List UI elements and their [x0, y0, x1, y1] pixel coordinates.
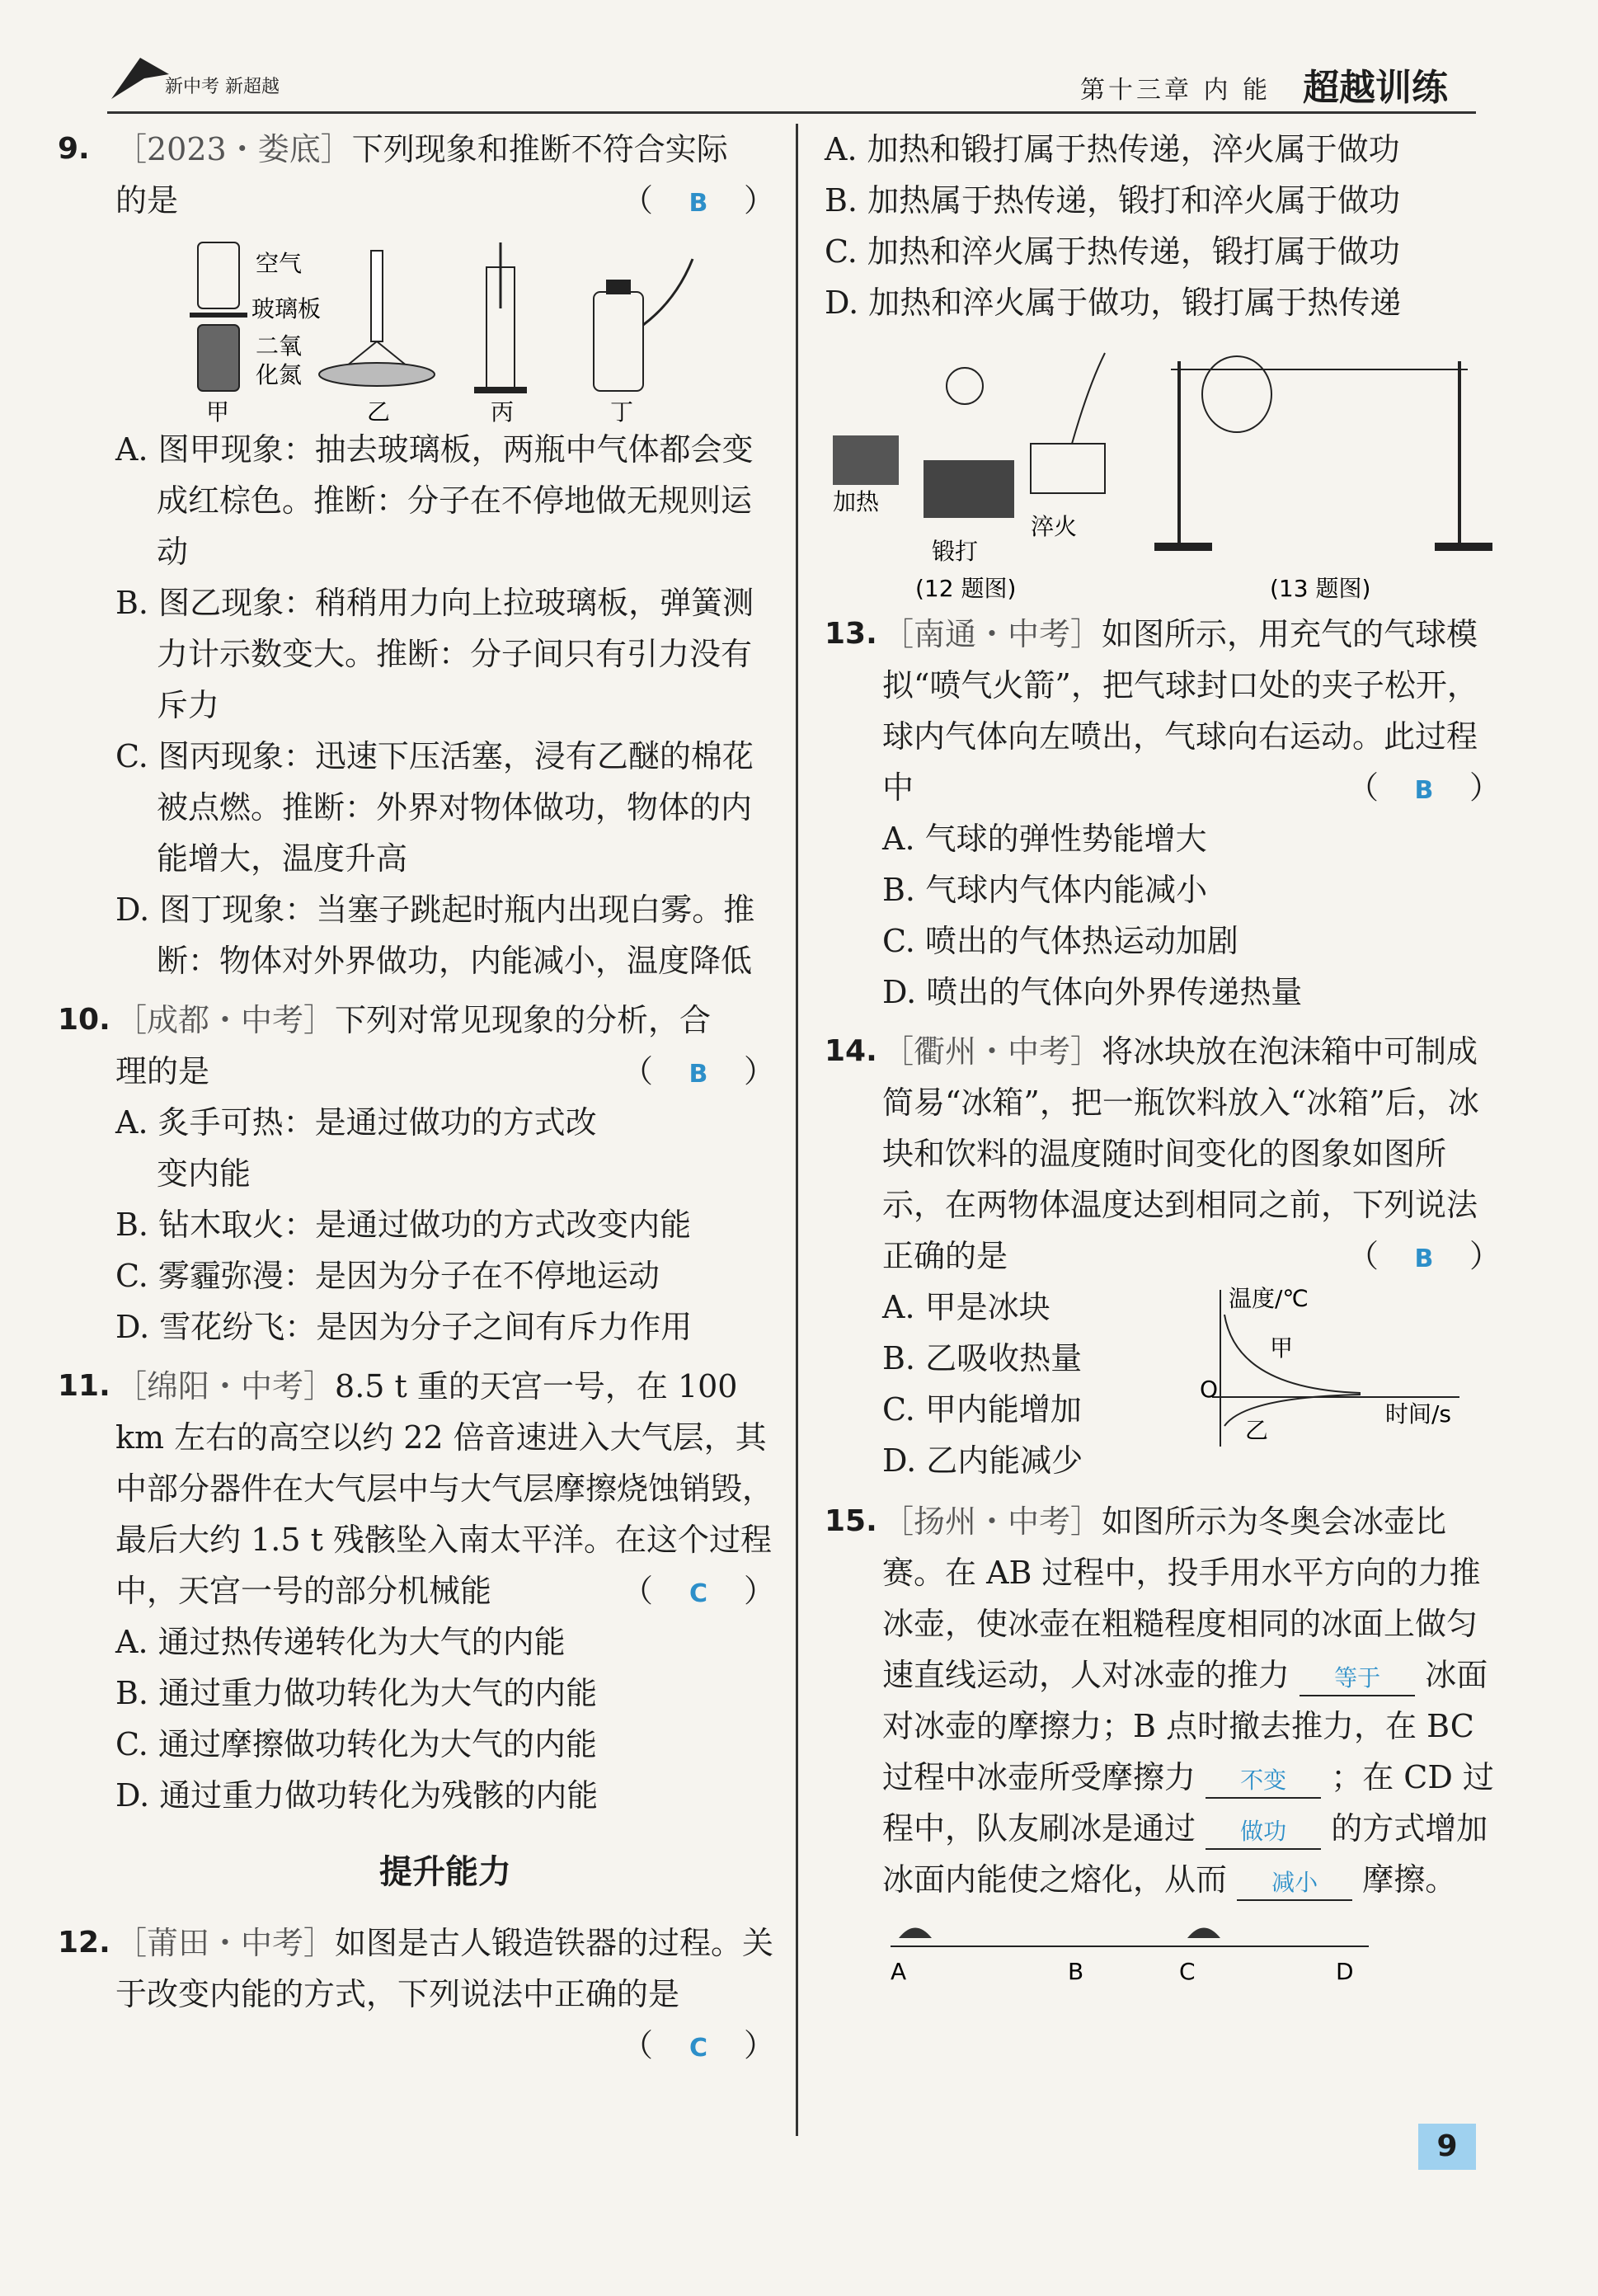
question-13 [825, 609, 1501, 1018]
figures-12-13 [825, 336, 1501, 609]
answer-box: （ C ） [621, 2027, 775, 2063]
blank-3: 做功 [1206, 1815, 1321, 1850]
option-b: B. 加热属于热传递，锻打和淬火属于做功 [825, 182, 1401, 219]
question-12 [58, 1917, 775, 2063]
option-a: A. 加热和锻打属于热传递，淬火属于做功 [825, 131, 1400, 167]
question-9 [58, 124, 775, 986]
blank-4: 减小 [1237, 1866, 1352, 1901]
answer: B [689, 189, 708, 218]
answer-box: （ B ） [621, 182, 775, 219]
option-d: D. 雪花纷飞：是因为分子之间有斥力作用 [115, 1309, 693, 1345]
option-d: D. 加热和淬火属于做功，锻打属于热传递 [825, 285, 1402, 321]
question-number: 13. [825, 617, 877, 651]
option-b: B. 图乙现象：稍稍用力向上拉玻璃板，弹簧测力计示数变大。推断：分子间只有引力没有斥力 [115, 585, 754, 723]
blank-1: 等于 [1300, 1662, 1415, 1696]
question-11 [58, 1361, 775, 1821]
answer: C [689, 2034, 707, 2063]
graph-curve-jia: 甲 [1270, 1334, 1294, 1362]
stem-part-5: 摩擦。 [1362, 1861, 1457, 1898]
question-number: 9. [58, 132, 90, 166]
stem-part-4: 的方式增加冰面内能使之熔化，从而 [882, 1810, 1488, 1898]
question-number: 15. [825, 1504, 877, 1538]
curling-figure [882, 1913, 1377, 1988]
fig-label-no2-1: 二氧 [256, 332, 303, 360]
question-number: 11. [58, 1369, 110, 1403]
question-number: 12. [58, 1926, 110, 1960]
fig-label-jia: 甲 [206, 398, 230, 424]
option-b: B. 乙吸收热量 [882, 1340, 1083, 1376]
point-a: A [891, 1958, 907, 1985]
option-d: D. 乙内能减少 [882, 1442, 1083, 1479]
blank-2: 不变 [1206, 1764, 1321, 1799]
question-source: ［2023・娄底］ [115, 131, 352, 167]
answer-box: （ B ） [621, 1053, 775, 1089]
option-c: C. 通过摩擦做功转化为大气的内能 [115, 1726, 597, 1762]
series-title: 超越训练 [1303, 67, 1448, 109]
question-source: ［成都・中考］ [115, 1002, 336, 1038]
figure-9 [148, 234, 775, 424]
question-number: 14. [825, 1034, 877, 1068]
fig-label-ding: 丁 [610, 398, 634, 424]
fig13-caption: (13 题图) [1270, 575, 1371, 602]
answer-box: （ B ） [1347, 1238, 1501, 1274]
answer: B [689, 1060, 708, 1089]
option-c: C. 雾霾弥漫：是因为分子在不停地运动 [115, 1258, 660, 1294]
answer: B [1414, 1244, 1434, 1273]
option-a: A. 通过热传递转化为大气的内能 [115, 1624, 566, 1660]
chapter-title: 第十三章 内 能 [1080, 76, 1271, 105]
right-column [825, 124, 1501, 1988]
question-stem: 将冰块放在泡沫箱中可制成简易“冰箱”，把一瓶饮料放入“冰箱”后，冰块和饮料的温度随时间变化的图象如图所示，在两物体温度达到相同之前，下列说法正确的是 [882, 1033, 1479, 1274]
fig-label-bing: 丙 [491, 398, 515, 424]
question-14 [825, 1026, 1501, 1488]
brand-logo-icon [107, 49, 173, 107]
option-c: C. 喷出的气体热运动加剧 [882, 923, 1238, 959]
answer: C [689, 1579, 707, 1608]
question-12-options [825, 124, 1501, 328]
option-d: D. 喷出的气体向外界传递热量 [882, 974, 1303, 1010]
option-b: B. 钻木取火：是通过做功的方式改变内能 [115, 1207, 692, 1243]
fig-label-air: 空气 [256, 250, 303, 277]
graph-origin: O [1200, 1376, 1219, 1403]
section-title: 提升能力 [379, 1853, 511, 1891]
fig-label-glass: 玻璃板 [251, 295, 322, 322]
question-source: ［莆田・中考］ [115, 1925, 336, 1961]
graph-ylabel: 温度/℃ [1229, 1285, 1309, 1312]
answer: B [1414, 776, 1434, 805]
question-stem: 如图是古人锻造铁器的过程。关于改变内能的方式，下列说法中正确的是 [115, 1925, 774, 2012]
fig-label-no2-2: 化氮 [256, 361, 303, 388]
question-stem: 如图所示，用充气的气球模拟“喷气火箭”，把气球封口处的夹子松开，球内气体向左喷出，气球向右运动。此过程中 [882, 616, 1478, 806]
answer-box: （ C ） [621, 1573, 775, 1609]
question-15 [825, 1496, 1501, 1988]
question-source: ［南通・中考］ [882, 616, 1102, 652]
point-c: C [1179, 1958, 1196, 1985]
page-header [107, 49, 1476, 124]
point-b: B [1068, 1958, 1084, 1985]
stem-part-1: 如图所示为冬奥会冰壶比赛。在 AB 过程中，投手用水平方向的力推冰壶，使冰壶在粗糙程度相同的冰面上做匀速直线运动，人对冰壶的推力 [882, 1503, 1481, 1693]
page-number: 9 [1418, 2124, 1476, 2170]
option-a: A. 图甲现象：抽去玻璃板，两瓶中气体都会变成红棕色。推断：分子在不停地做无规则运动 [115, 431, 754, 570]
option-c: C. 图丙现象：迅速下压活塞，浸有乙醚的棉花被点燃。推断：外界对物体做功，物体的内能增大，温度升高 [115, 738, 754, 877]
answer-box: （ B ） [1347, 769, 1501, 806]
stem-part-2: 冰面对冰壶的摩擦力；B 点时撤去推力，在 BC 过程中冰壶所受摩擦力 [882, 1657, 1488, 1795]
graph-xlabel: 时间/s [1385, 1400, 1452, 1428]
option-b: B. 通过重力做功转化为大气的内能 [115, 1675, 598, 1711]
graph-curve-yi: 乙 [1245, 1417, 1269, 1444]
column-divider [796, 124, 798, 2136]
question-source: ［扬州・中考］ [882, 1503, 1102, 1540]
header-rule [107, 111, 1476, 114]
question-stem: 8.5 t 重的天宫一号，在 100 km 左右的高空以约 22 倍音速进入大气层，其中部分器件在大气层中与大气层摩擦烧蚀销毁，最后大约 1.5 t 残骸坠入南太平洋。在这个过程中，天宫一号的部分机械能 [115, 1368, 774, 1609]
fig12-label-heat: 加热 [833, 488, 880, 515]
brand-text: 新中考 新超越 [165, 77, 280, 97]
temperature-graph [1196, 1282, 1476, 1463]
question-stem-2: 理的是 [115, 1053, 210, 1089]
question-stem-2: 的是 [115, 182, 179, 219]
fig12-label-quench: 淬火 [1031, 513, 1078, 540]
option-a: A. 气球的弹性势能增大 [882, 821, 1207, 857]
fig12-caption: (12 题图) [915, 575, 1017, 602]
option-b: B. 气球内气体内能减小 [882, 872, 1208, 908]
left-column [58, 124, 775, 2074]
question-stem: 下列现象和推断不符合实际 [351, 131, 728, 167]
point-d: D [1336, 1958, 1354, 1985]
question-stem: 下列对常见现象的分析，合 [335, 1002, 712, 1038]
stem-part-3: ；在 CD 过程中，队友刷冰是通过 [882, 1759, 1494, 1847]
option-a: A. 炙手可热：是通过做功的方式改变内能 [115, 1104, 597, 1192]
option-d: D. 图丁现象：当塞子跳起时瓶内出现白雾。推断：物体对外界做功，内能减小，温度降低 [115, 892, 755, 979]
question-number: 10. [58, 1003, 110, 1037]
question-source: ［衢州・中考］ [882, 1033, 1102, 1070]
fig-label-yi: 乙 [367, 398, 391, 424]
option-a: A. 甲是冰块 [882, 1289, 1050, 1325]
question-10 [58, 995, 775, 1353]
option-c: C. 甲内能增加 [882, 1391, 1082, 1428]
question-source: ［绵阳・中考］ [115, 1368, 336, 1404]
fig12-label-forge: 锻打 [932, 538, 979, 565]
option-d: D. 通过重力做功转化为残骸的内能 [115, 1777, 599, 1814]
option-c: C. 加热和淬火属于热传递，锻打属于做功 [825, 233, 1400, 270]
